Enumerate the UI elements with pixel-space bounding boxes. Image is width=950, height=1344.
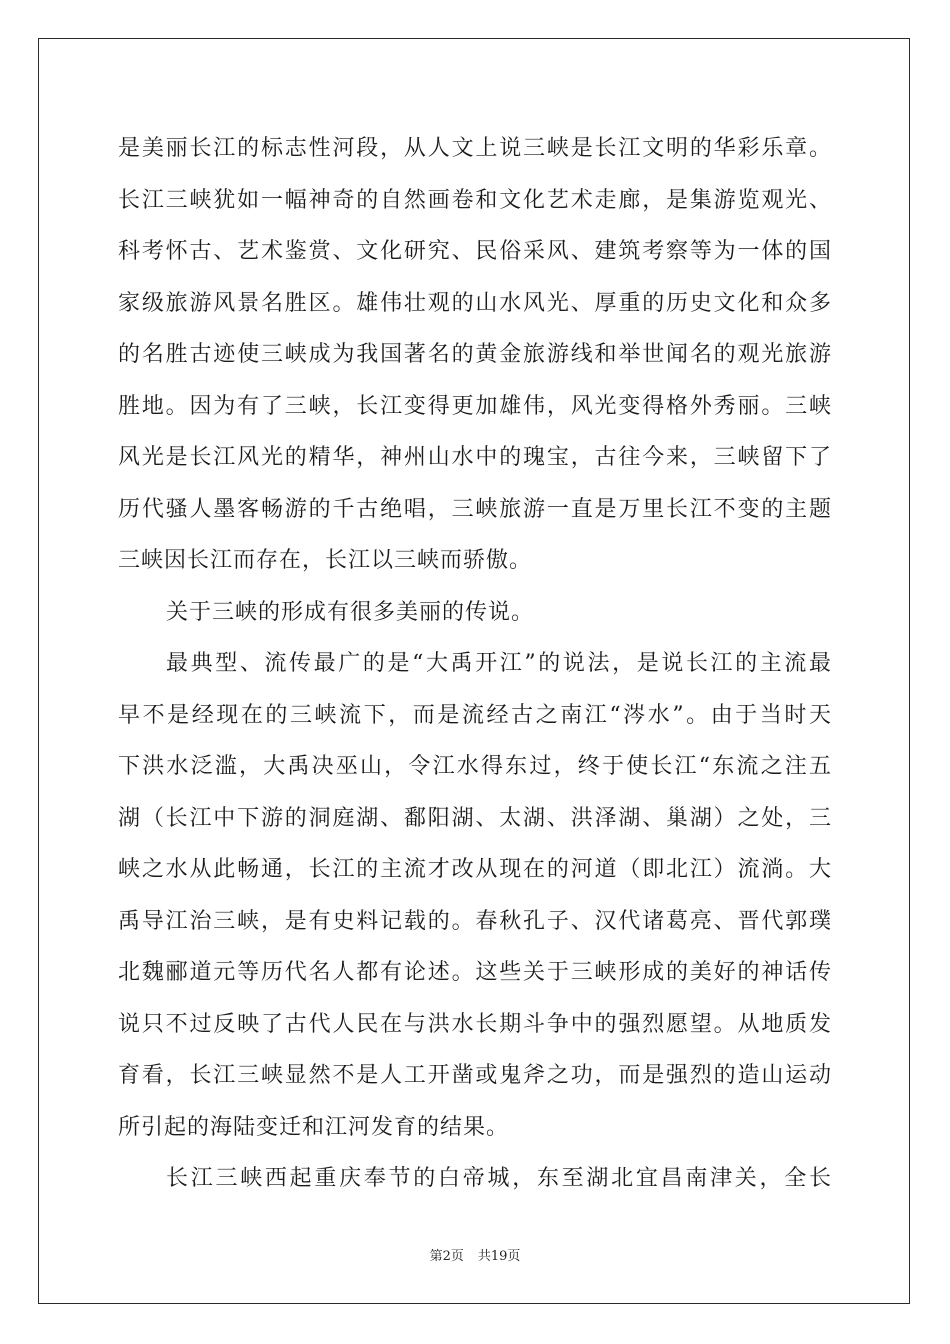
text-line: 早不是经现在的三峡流下，而是流经古之南江“涔水”。由于当时天 <box>118 703 832 728</box>
page-number: 第2页 <box>429 1249 464 1264</box>
text-line: 是美丽长江的标志性河段，从人文上说三峡是长江文明的华彩乐章。 <box>118 136 832 161</box>
text-line: 说只不过反映了古代人民在与洪水长期斗争中的强烈愿望。从地质发 <box>118 1012 832 1037</box>
text-line: 科考怀古、艺术鉴赏、文化研究、民俗采风、建筑考察等为一体的国 <box>118 239 832 264</box>
text-line: 北魏郦道元等历代名人都有论述。这些关于三峡形成的美好的神话传 <box>118 960 832 985</box>
text-line: 最典型、流传最广的是“大禹开江”的说法，是说长江的主流最 <box>166 651 832 676</box>
text-line: 关于三峡的形成有很多美丽的传说。 <box>166 600 535 625</box>
text-line: 家级旅游风景名胜区。雄伟壮观的山水风光、厚重的历史文化和众多 <box>118 291 832 316</box>
text-line: 长江三峡西起重庆奉节的白帝城，东至湖北宜昌南津关，全长 <box>166 1166 832 1191</box>
page-total: 共19页 <box>477 1249 521 1264</box>
text-line: 禹导江治三峡，是有史料记载的。春秋孔子、汉代诸葛亮、晋代郭璞 <box>118 909 832 934</box>
text-line: 湖（长江中下游的洞庭湖、鄱阳湖、太湖、洪泽湖、巢湖）之处，三 <box>118 806 832 831</box>
text-line: 下洪水泛滥，大禹决巫山，令江水得东过，终于使长江“东流之注五 <box>118 754 832 779</box>
text-line: 育看，长江三峡显然不是人工开凿或鬼斧之功，而是强烈的造山运动 <box>118 1063 832 1088</box>
text-line: 三峡因长江而存在，长江以三峡而骄傲。 <box>118 548 533 573</box>
text-line: 长江三峡犹如一幅神奇的自然画卷和文化艺术走廊，是集游览观光、 <box>118 188 832 213</box>
text-line: 风光是长江风光的精华，神州山水中的瑰宝，古往今来，三峡留下了 <box>118 445 832 470</box>
text-line: 所引起的海陆变迁和江河发育的结果。 <box>118 1115 510 1140</box>
text-line: 的名胜古迹使三峡成为我国著名的黄金旅游线和举世闻名的观光旅游 <box>118 342 832 367</box>
text-line: 胜地。因为有了三峡，长江变得更加雄伟，风光变得格外秀丽。三峡 <box>118 394 832 419</box>
text-line: 峡之水从此畅通，长江的主流才改从现在的河道（即北江）流淌。大 <box>118 857 832 882</box>
text-line: 历代骚人墨客畅游的千古绝唱，三峡旅游一直是万里长江不变的主题 <box>118 497 832 522</box>
page-footer <box>0 1248 950 1266</box>
